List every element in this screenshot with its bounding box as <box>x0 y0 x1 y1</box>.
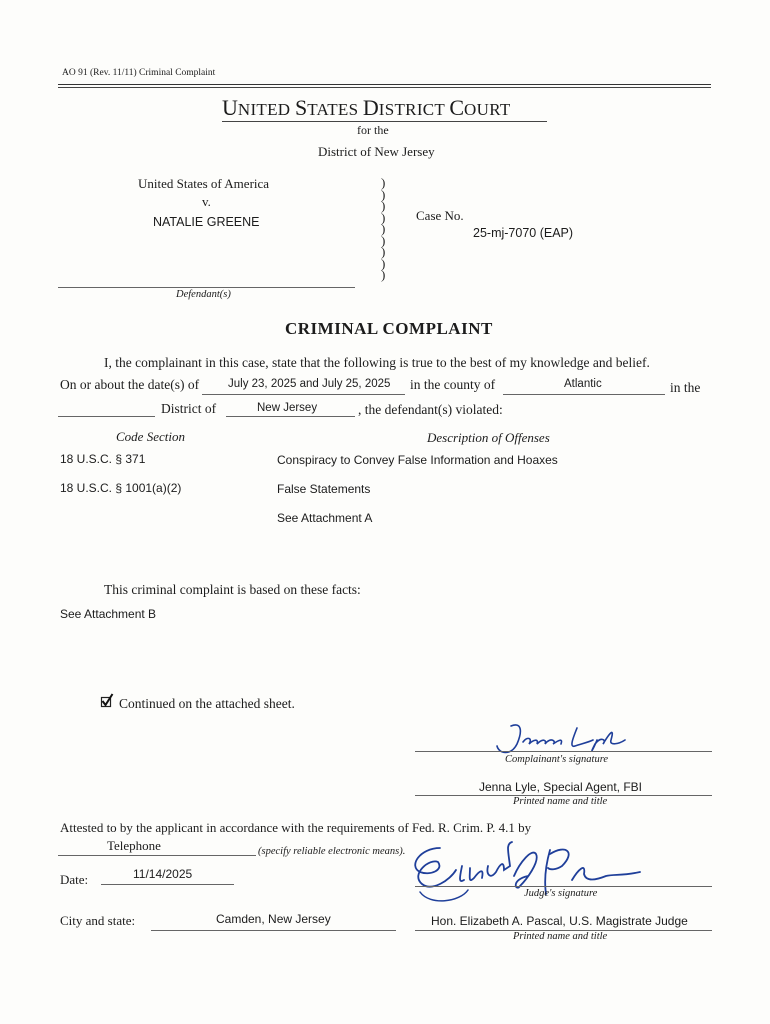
defendant-label: Defendant(s) <box>176 289 231 300</box>
defendant-name: NATALIE GREENE <box>153 215 260 229</box>
dates-prefix: On or about the date(s) of <box>60 377 200 392</box>
complaint-heading: CRIMINAL COMPLAINT <box>285 319 493 338</box>
complainant-printed-name: Jenna Lyle, Special Agent, FBI <box>479 780 642 794</box>
judge-printed-caption: Printed name and title <box>513 931 608 942</box>
attestation-means-line <box>58 855 256 856</box>
in-the: in the <box>670 380 701 395</box>
statement-intro: I, the complainant in this case, state that the following is true to the best of my knowledge and belief. <box>104 355 650 370</box>
county-line <box>503 394 665 395</box>
violated-text: , the defendant(s) violated: <box>358 402 503 417</box>
caption-parentheses: ) ) ) ) ) ) ) ) ) <box>381 175 386 282</box>
city-value: Camden, New Jersey <box>216 912 331 926</box>
attestation-means: Telephone <box>107 838 161 853</box>
complainant-signature-line <box>415 751 712 752</box>
form-id: AO 91 (Rev. 11/11) Criminal Complaint <box>62 68 216 78</box>
offense-description-1: Conspiracy to Convey False Information and Hoaxes <box>277 453 558 467</box>
continued-checkbox[interactable] <box>101 695 114 708</box>
offense-description-2: False Statements <box>277 482 371 496</box>
code-section-header: Code Section <box>116 429 185 444</box>
court-title: UNITED STATES DISTRICT COURT <box>222 95 511 120</box>
district-blank-line <box>58 416 155 417</box>
court-title-rule <box>222 121 547 122</box>
plaintiff-name: United States of America <box>138 176 270 191</box>
court-district: District of New Jersey <box>318 144 435 159</box>
dates-value: July 23, 2025 and July 25, 2025 <box>228 378 391 390</box>
district-value: New Jersey <box>257 402 318 414</box>
judge-printed-name: Hon. Elizabeth A. Pascal, U.S. Magistrate Judge <box>431 914 688 928</box>
header-rule-bottom <box>58 87 711 88</box>
date-value: 11/14/2025 <box>133 867 193 881</box>
continued-label: Continued on the attached sheet. <box>119 696 295 711</box>
for-the: for the <box>357 123 389 137</box>
offense-description-3: See Attachment A <box>277 511 373 525</box>
attestation-text: Attested to by the applicant in accordance with the requirements of Fed. R. Crim. P. 4.1 by <box>60 820 532 835</box>
case-no-label: Case No. <box>416 208 464 223</box>
header-rule-top <box>58 84 711 85</box>
facts-intro: This criminal complaint is based on these facts: <box>104 582 361 597</box>
dates-line <box>202 394 405 395</box>
city-label: City and state: <box>60 913 136 928</box>
facts-text: See Attachment B <box>60 607 157 621</box>
date-label: Date: <box>60 872 89 887</box>
district-word: District of <box>161 401 217 416</box>
case-number: 25-mj-7070 (EAP) <box>473 226 574 240</box>
county-prefix: in the county of <box>410 377 496 392</box>
district-line <box>226 416 355 417</box>
defendant-line <box>58 287 355 288</box>
date-line <box>101 884 234 885</box>
attestation-means-caption: (specify reliable electronic means). <box>258 846 406 857</box>
code-section-1: 18 U.S.C. § 371 <box>60 452 146 466</box>
code-section-2: 18 U.S.C. § 1001(a)(2) <box>60 481 182 495</box>
county-value: Atlantic <box>564 378 602 390</box>
checkmark-icon <box>101 695 114 708</box>
versus: v. <box>202 194 211 209</box>
city-line <box>151 930 396 931</box>
judge-signature <box>400 840 650 910</box>
complainant-signature-caption: Complainant's signature <box>505 754 609 765</box>
complainant-printed-caption: Printed name and title <box>513 796 608 807</box>
judge-signature-caption: Judge's signature <box>524 888 598 899</box>
judge-signature-line <box>415 886 712 887</box>
description-header: Description of Offenses <box>427 430 550 445</box>
